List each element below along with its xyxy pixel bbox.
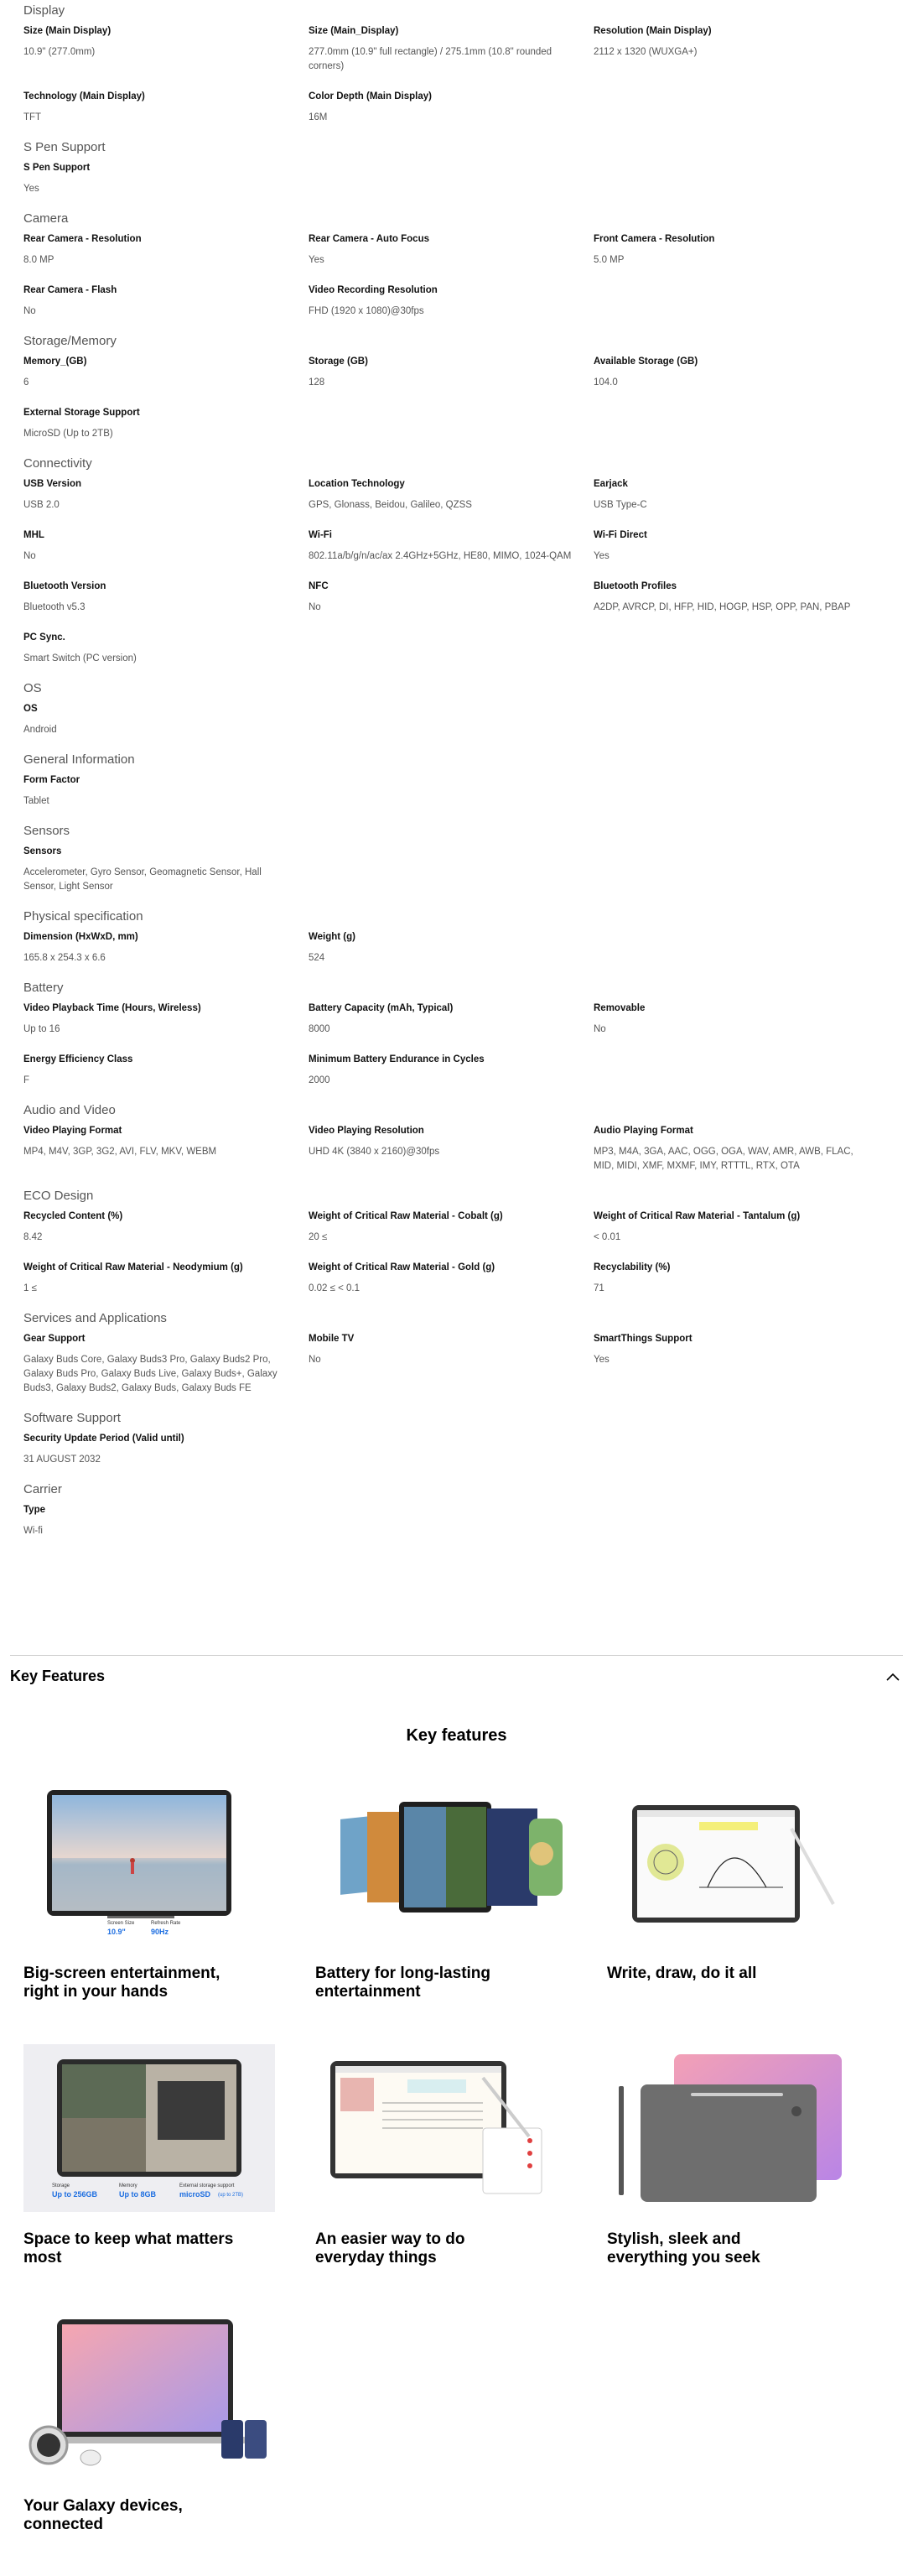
spec-item [23, 1333, 309, 1396]
spec-item [309, 931, 594, 965]
spec-value: 0.02 ≤ < 0.1 [309, 1283, 360, 1293]
spec-item [594, 580, 879, 615]
external-storage-value: microSD [179, 2190, 211, 2199]
spec-value: < 0.01 [594, 1232, 621, 1242]
spec-value: No [594, 1024, 606, 1034]
feature-image-storage [23, 2044, 275, 2212]
spec-label: Available Storage (GB) [594, 356, 698, 367]
spec-item [23, 1125, 309, 1174]
spec-value: 128 [309, 377, 325, 388]
spec-section [23, 211, 890, 319]
spec-section [23, 824, 890, 894]
feature-card[interactable] [607, 2044, 859, 2267]
spec-label: SmartThings Support [594, 1334, 693, 1344]
spec-value: 31 AUGUST 2032 [23, 1455, 101, 1465]
spec-item [309, 233, 594, 268]
spec-label: Removable [594, 1003, 646, 1013]
spec-label: Front Camera - Resolution [594, 234, 715, 244]
feature-title: Battery for long-lasting entertainment [315, 1965, 491, 2001]
spec-section-title: Camera [23, 211, 69, 226]
spec-item [309, 1210, 594, 1245]
spec-item [23, 1433, 309, 1467]
spec-label: Rear Camera - Auto Focus [309, 234, 429, 244]
spec-value: A2DP, AVRCP, DI, HFP, HID, HOGP, HSP, OPP, PAN, PBAP [594, 602, 851, 612]
spec-item [594, 1125, 879, 1174]
specifications [0, 3, 913, 1538]
spec-value: MP3, M4A, 3GA, AAC, OGG, OGA, WAV, AMR, AWB, FLAC, MID, MIDI, XMF, MXMF, IMY, RTTTL, RTX, OTA [594, 1147, 853, 1171]
spec-value: 165.8 x 254.3 x 6.6 [23, 953, 106, 963]
spec-grid [23, 774, 890, 809]
spec-item [594, 478, 879, 513]
spec-item [594, 1262, 879, 1296]
spec-item [23, 703, 309, 737]
spec-item [23, 1054, 309, 1088]
spec-value: 8000 [309, 1024, 330, 1034]
spec-grid [23, 356, 890, 441]
spec-section-title: ECO Design [23, 1189, 94, 1203]
spec-item [23, 632, 309, 666]
spec-label: Recycled Content (%) [23, 1211, 123, 1221]
spec-grid [23, 1002, 890, 1088]
spec-grid [23, 478, 890, 666]
spec-value: 2000 [309, 1075, 330, 1085]
spec-item [23, 356, 309, 390]
spec-value: Yes [23, 184, 39, 194]
spec-item [309, 25, 594, 74]
spec-section-title: Battery [23, 981, 64, 995]
spec-item [309, 284, 594, 319]
feature-image-ecosystem [23, 2311, 275, 2479]
spec-grid [23, 931, 890, 965]
spec-section-title: Services and Applications [23, 1311, 167, 1325]
spec-item [309, 1054, 594, 1088]
external-storage-label: External storage support [179, 2183, 235, 2188]
spec-label: Size (Main Display) [23, 26, 112, 36]
spec-label: Weight of Critical Raw Material - Tantalum (g) [594, 1211, 801, 1221]
spec-label: Wi-Fi [309, 530, 332, 540]
spec-label: Earjack [594, 479, 628, 489]
spec-label: Mobile TV [309, 1334, 355, 1344]
storage-value: Up to 256GB [52, 2190, 98, 2199]
spec-section-title: Sensors [23, 824, 70, 838]
spec-section [23, 140, 890, 196]
spec-section-title: Carrier [23, 1482, 62, 1496]
spec-value: 104.0 [594, 377, 618, 388]
key-features-heading: Key features [406, 1726, 507, 1745]
key-features-accordion-header[interactable] [10, 1655, 903, 1697]
spec-grid [23, 1433, 890, 1467]
spec-item [23, 1262, 309, 1296]
feature-card[interactable] [23, 2044, 275, 2267]
spec-item [23, 846, 309, 894]
spec-item [23, 529, 309, 564]
spec-label: NFC [309, 581, 329, 591]
spec-label: Color Depth (Main Display) [309, 91, 432, 101]
spec-label: Minimum Battery Endurance in Cycles [309, 1054, 485, 1064]
spec-section-title: OS [23, 681, 42, 695]
spec-value: Tablet [23, 796, 49, 806]
spec-value: Up to 16 [23, 1024, 60, 1034]
spec-section [23, 334, 890, 441]
spec-value: Smart Switch (PC version) [23, 653, 137, 664]
feature-title: An easier way to do everyday things [315, 2230, 465, 2266]
spec-label: Weight of Critical Raw Material - Neodymium (g) [23, 1262, 243, 1272]
spec-item [309, 91, 594, 125]
spec-label: Audio Playing Format [594, 1126, 693, 1136]
spec-item [23, 233, 309, 268]
spec-section [23, 681, 890, 737]
spec-section-title: Audio and Video [23, 1103, 116, 1117]
spec-value: F [23, 1075, 30, 1085]
spec-value: UHD 4K (3840 x 2160)@30fps [309, 1147, 440, 1157]
spec-value: MicroSD (Up to 2TB) [23, 429, 113, 439]
spec-label: Location Technology [309, 479, 405, 489]
spec-label: Gear Support [23, 1334, 86, 1344]
spec-value: FHD (1920 x 1080)@30fps [309, 306, 424, 316]
spec-value: Accelerometer, Gyro Sensor, Geomagnetic Sensor, Hall Sensor, Light Sensor [23, 867, 262, 892]
spec-value: 2112 x 1320 (WUXGA+) [594, 47, 698, 57]
spec-item [594, 233, 879, 268]
spec-item [594, 529, 879, 564]
spec-value: Bluetooth v5.3 [23, 602, 86, 612]
spec-value: Galaxy Buds Core, Galaxy Buds3 Pro, Galaxy Buds2 Pro, Galaxy Buds Pro, Galaxy Buds Live, Galaxy Buds+, Galaxy Buds3, Galaxy Buds2, Galaxy Buds, Galaxy Buds FE [23, 1355, 278, 1393]
spec-section [23, 752, 890, 809]
spec-label: Sensors [23, 846, 62, 856]
feature-title: Your Galaxy devices, connected [23, 2497, 183, 2533]
spec-section-title: Storage/Memory [23, 334, 117, 348]
feature-card[interactable] [23, 1778, 275, 2001]
spec-value: Wi-fi [23, 1526, 43, 1536]
spec-value: 20 ≤ [309, 1232, 328, 1242]
spec-section-title: Software Support [23, 1411, 121, 1425]
spec-label: Video Playing Format [23, 1126, 122, 1136]
spec-item [309, 580, 594, 615]
spec-item [309, 478, 594, 513]
memory-value: Up to 8GB [119, 2190, 156, 2199]
spec-value: 1 ≤ [23, 1283, 37, 1293]
spec-item [309, 1262, 594, 1296]
chevron-up-icon[interactable] [883, 1667, 903, 1687]
feature-title: Big-screen entertainment, right in your hands [23, 1965, 220, 2001]
spec-item [594, 25, 879, 74]
spec-item [309, 1125, 594, 1174]
spec-label: Recyclability (%) [594, 1262, 671, 1272]
spec-item [23, 407, 309, 441]
spec-section-title: Display [23, 3, 65, 18]
spec-label: OS [23, 704, 38, 714]
spec-value: USB Type-C [594, 500, 647, 510]
spec-item [309, 529, 594, 564]
spec-label: Security Update Period (Valid until) [23, 1434, 184, 1444]
spec-item [594, 1333, 879, 1396]
key-features-header-title: Key Features [10, 1668, 106, 1684]
spec-label: Weight (g) [309, 932, 355, 942]
spec-value: Android [23, 725, 57, 735]
spec-label: USB Version [23, 479, 82, 489]
spec-item [23, 774, 309, 809]
spec-label: MHL [23, 530, 44, 540]
spec-item [23, 284, 309, 319]
spec-label: Battery Capacity (mAh, Typical) [309, 1003, 454, 1013]
spec-label: Bluetooth Version [23, 581, 106, 591]
spec-value: 8.0 MP [23, 255, 54, 265]
spec-value: 71 [594, 1283, 604, 1293]
spec-item [309, 356, 594, 390]
spec-section-title: S Pen Support [23, 140, 106, 154]
refresh-rate-value: 90Hz [151, 1928, 169, 1936]
spec-value: 5.0 MP [594, 255, 625, 265]
spec-section [23, 1189, 890, 1296]
spec-label: Type [23, 1505, 45, 1515]
spec-label: External Storage Support [23, 408, 140, 418]
spec-item [23, 931, 309, 965]
spec-label: Rear Camera - Resolution [23, 234, 142, 244]
spec-label: Bluetooth Profiles [594, 581, 677, 591]
spec-grid [23, 703, 890, 737]
spec-grid [23, 162, 890, 196]
spec-label: Wi-Fi Direct [594, 530, 647, 540]
spec-grid [23, 1504, 890, 1538]
spec-section [23, 1411, 890, 1467]
spec-label: Video Playing Resolution [309, 1126, 424, 1136]
spec-value: USB 2.0 [23, 500, 60, 510]
spec-grid [23, 1333, 890, 1396]
feature-image-big-screen [23, 1778, 275, 1946]
spec-label: S Pen Support [23, 163, 91, 173]
spec-value: 8.42 [23, 1232, 43, 1242]
spec-value: No [23, 306, 36, 316]
spec-label: Resolution (Main Display) [594, 26, 712, 36]
spec-value: 277.0mm (10.9" full rectangle) / 275.1mm (10.8" rounded corners) [309, 47, 552, 71]
spec-section-title: Connectivity [23, 456, 92, 471]
spec-item [23, 162, 309, 196]
spec-section-title: Physical specification [23, 909, 143, 924]
spec-value: Yes [594, 1355, 610, 1365]
spec-item [594, 1210, 879, 1245]
screen-size-value: 10.9" [107, 1928, 126, 1936]
spec-section-title: General Information [23, 752, 135, 767]
feature-image-design [607, 2044, 859, 2212]
feature-image-battery [315, 1778, 567, 1946]
spec-section [23, 3, 890, 125]
feature-title: Write, draw, do it all [607, 1965, 757, 1982]
feature-card[interactable] [23, 2311, 275, 2534]
spec-value: No [309, 602, 321, 612]
spec-label: Form Factor [23, 775, 80, 785]
spec-item [23, 1504, 309, 1538]
spec-value: No [309, 1355, 321, 1365]
spec-label: Size (Main_Display) [309, 26, 399, 36]
spec-item [23, 91, 309, 125]
feature-title: Space to keep what matters most [23, 2230, 234, 2266]
spec-item [309, 1002, 594, 1037]
spec-section [23, 981, 890, 1088]
spec-label: Energy Efficiency Class [23, 1054, 133, 1064]
screen-size-label: Screen Size [107, 1921, 135, 1926]
spec-item [309, 1333, 594, 1396]
spec-grid [23, 1210, 890, 1296]
spec-value: TFT [23, 112, 42, 122]
spec-label: Weight of Critical Raw Material - Gold (g) [309, 1262, 495, 1272]
refresh-rate-label: Refresh Rate [151, 1921, 181, 1926]
spec-label: Technology (Main Display) [23, 91, 145, 101]
memory-label: Memory [119, 2183, 137, 2188]
spec-value: GPS, Glonass, Beidou, Galileo, QZSS [309, 500, 472, 510]
spec-value: Yes [594, 551, 610, 561]
feature-card[interactable] [607, 1778, 859, 1983]
spec-label: Memory_(GB) [23, 356, 87, 367]
spec-item [23, 478, 309, 513]
spec-grid [23, 846, 890, 894]
spec-section [23, 1482, 890, 1538]
spec-label: PC Sync. [23, 632, 65, 643]
spec-value: No [23, 551, 36, 561]
spec-value: 16M [309, 112, 328, 122]
feature-image-everyday [315, 2044, 567, 2212]
spec-label: Storage (GB) [309, 356, 368, 367]
spec-label: Rear Camera - Flash [23, 285, 117, 295]
feature-card[interactable] [315, 1778, 567, 2001]
spec-item [23, 580, 309, 615]
feature-card[interactable] [315, 2044, 567, 2267]
feature-title: Stylish, sleek and everything you seek [607, 2230, 760, 2266]
spec-value: Yes [309, 255, 324, 265]
spec-grid [23, 1125, 890, 1174]
spec-section [23, 456, 890, 666]
spec-label: Dimension (HxWxD, mm) [23, 932, 138, 942]
spec-value: 6 [23, 377, 29, 388]
spec-section [23, 1103, 890, 1174]
spec-item [23, 1210, 309, 1245]
spec-value: 524 [309, 953, 325, 963]
spec-value: 10.9" (277.0mm) [23, 47, 96, 57]
spec-label: Weight of Critical Raw Material - Cobalt (g) [309, 1211, 503, 1221]
storage-label: Storage [52, 2183, 70, 2188]
spec-grid [23, 233, 890, 319]
spec-value: MP4, M4V, 3GP, 3G2, AVI, FLV, MKV, WEBM [23, 1147, 217, 1157]
spec-label: Video Recording Resolution [309, 285, 438, 295]
spec-grid [23, 25, 890, 125]
spec-value: 802.11a/b/g/n/ac/ax 2.4GHz+5GHz, HE80, MIMO, 1024-QAM [309, 551, 572, 561]
spec-item [594, 1002, 879, 1037]
spec-label: Video Playback Time (Hours, Wireless) [23, 1003, 201, 1013]
feature-image-write-draw [607, 1778, 859, 1946]
external-storage-note: (up to 2TB) [218, 2193, 244, 2198]
spec-section [23, 909, 890, 965]
spec-item [594, 356, 879, 390]
spec-item [23, 25, 309, 74]
spec-section [23, 1311, 890, 1396]
spec-item [23, 1002, 309, 1037]
